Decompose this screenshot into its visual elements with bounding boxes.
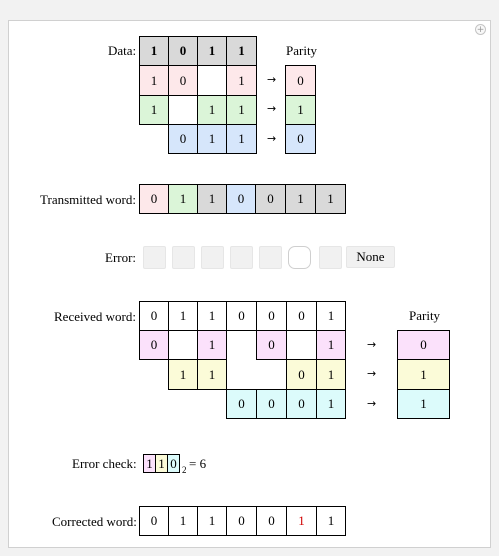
transmitted-bit: 1	[197, 184, 227, 214]
received-row-1-cell: 0	[256, 330, 287, 360]
arrow-icon: →	[367, 338, 377, 351]
transmitted-bit: 1	[168, 184, 198, 214]
error-bit-7-button[interactable]	[319, 246, 342, 269]
parity-bit-1: 0	[285, 65, 316, 96]
received-row-1-cell: 1	[197, 330, 227, 360]
received-parity-3: 1	[397, 389, 450, 419]
data-bit: 1	[197, 36, 227, 66]
received-row-3-cell: 1	[316, 389, 346, 419]
received-bit: 0	[286, 301, 317, 331]
error-bit-6-button[interactable]	[288, 246, 311, 269]
error-bit-4-button[interactable]	[230, 246, 253, 269]
received-row-2-cell: 1	[197, 359, 227, 390]
received-bit: 1	[168, 301, 198, 331]
received-bit: 0	[139, 301, 169, 331]
received-row-1-cell: 1	[316, 330, 346, 360]
received-row-3-cell: 0	[226, 389, 257, 419]
parity-row-3-cell: 0	[168, 124, 198, 154]
received-word-label: Received word:	[54, 309, 136, 324]
data-label: Data:	[108, 43, 137, 58]
arrow-icon: →	[267, 132, 277, 145]
add-icon[interactable]: +	[476, 25, 485, 35]
data-bit: 1	[226, 36, 257, 66]
corrected-bit: 1	[168, 506, 198, 536]
transmitted-bit: 0	[255, 184, 286, 214]
error-bit-3-button[interactable]	[201, 246, 224, 269]
arrow-icon: →	[267, 102, 277, 115]
error-bit-2-button[interactable]	[172, 246, 195, 269]
parity-row-3-cell: 1	[197, 124, 227, 154]
received-bit: 0	[226, 301, 257, 331]
corrected-word-label: Corrected word:	[52, 514, 137, 529]
received-row-2-cell: 1	[316, 359, 346, 390]
received-row-1-cell: 0	[139, 330, 169, 360]
error-none-button[interactable]: None	[346, 246, 395, 268]
parity-header: Parity	[286, 43, 318, 58]
corrected-bit: 1	[197, 506, 227, 536]
error-check-label: Error check:	[72, 456, 137, 471]
arrow-icon: →	[367, 397, 377, 410]
data-bit: 1	[139, 36, 169, 66]
transmitted-bit: 1	[285, 184, 316, 214]
parity-row-2-cell: 1	[226, 95, 257, 125]
corrected-bit: 0	[139, 506, 169, 536]
transmitted-word-label: Transmitted word:	[40, 192, 136, 207]
corrected-bit-highlighted: 1	[286, 506, 317, 536]
received-row-3-cell: 0	[286, 389, 317, 419]
received-row-2-cell: 1	[168, 359, 198, 390]
error-check-base: 2	[182, 465, 187, 475]
error-label: Error:	[105, 250, 137, 265]
arrow-icon: →	[267, 73, 277, 86]
error-check-result: = 6	[189, 456, 207, 471]
received-row-3-cell: 0	[256, 389, 287, 419]
error-bit-1-button[interactable]	[143, 246, 166, 269]
parity-row-3-cell: 1	[226, 124, 257, 154]
received-bit: 1	[316, 301, 346, 331]
error-bit-5-button[interactable]	[259, 246, 282, 269]
corrected-bit: 0	[226, 506, 257, 536]
error-check-bit: 1	[143, 454, 156, 473]
parity-row-2-cell: 1	[139, 95, 169, 125]
parity-row-2-cell: 1	[197, 95, 227, 125]
received-parity-header: Parity	[409, 308, 441, 323]
transmitted-bit: 0	[139, 184, 169, 214]
received-bit: 0	[256, 301, 287, 331]
parity-row-1-cell: 0	[168, 65, 198, 96]
transmitted-bit: 0	[226, 184, 256, 214]
received-row-2-cell: 0	[286, 359, 317, 390]
error-check-bit: 1	[155, 454, 168, 473]
corrected-bit: 0	[256, 506, 287, 536]
parity-row-1-cell: 1	[226, 65, 257, 96]
parity-row-1-cell: 1	[139, 65, 169, 96]
arrow-icon: →	[367, 367, 377, 380]
transmitted-bit: 1	[315, 184, 346, 214]
error-check-bit: 0	[167, 454, 180, 473]
received-bit: 1	[197, 301, 227, 331]
received-parity-2: 1	[397, 359, 450, 390]
data-bit: 0	[168, 36, 198, 66]
corrected-bit: 1	[316, 506, 346, 536]
parity-bit-2: 1	[285, 95, 316, 125]
parity-bit-3: 0	[285, 124, 316, 154]
received-parity-1: 0	[397, 330, 450, 360]
